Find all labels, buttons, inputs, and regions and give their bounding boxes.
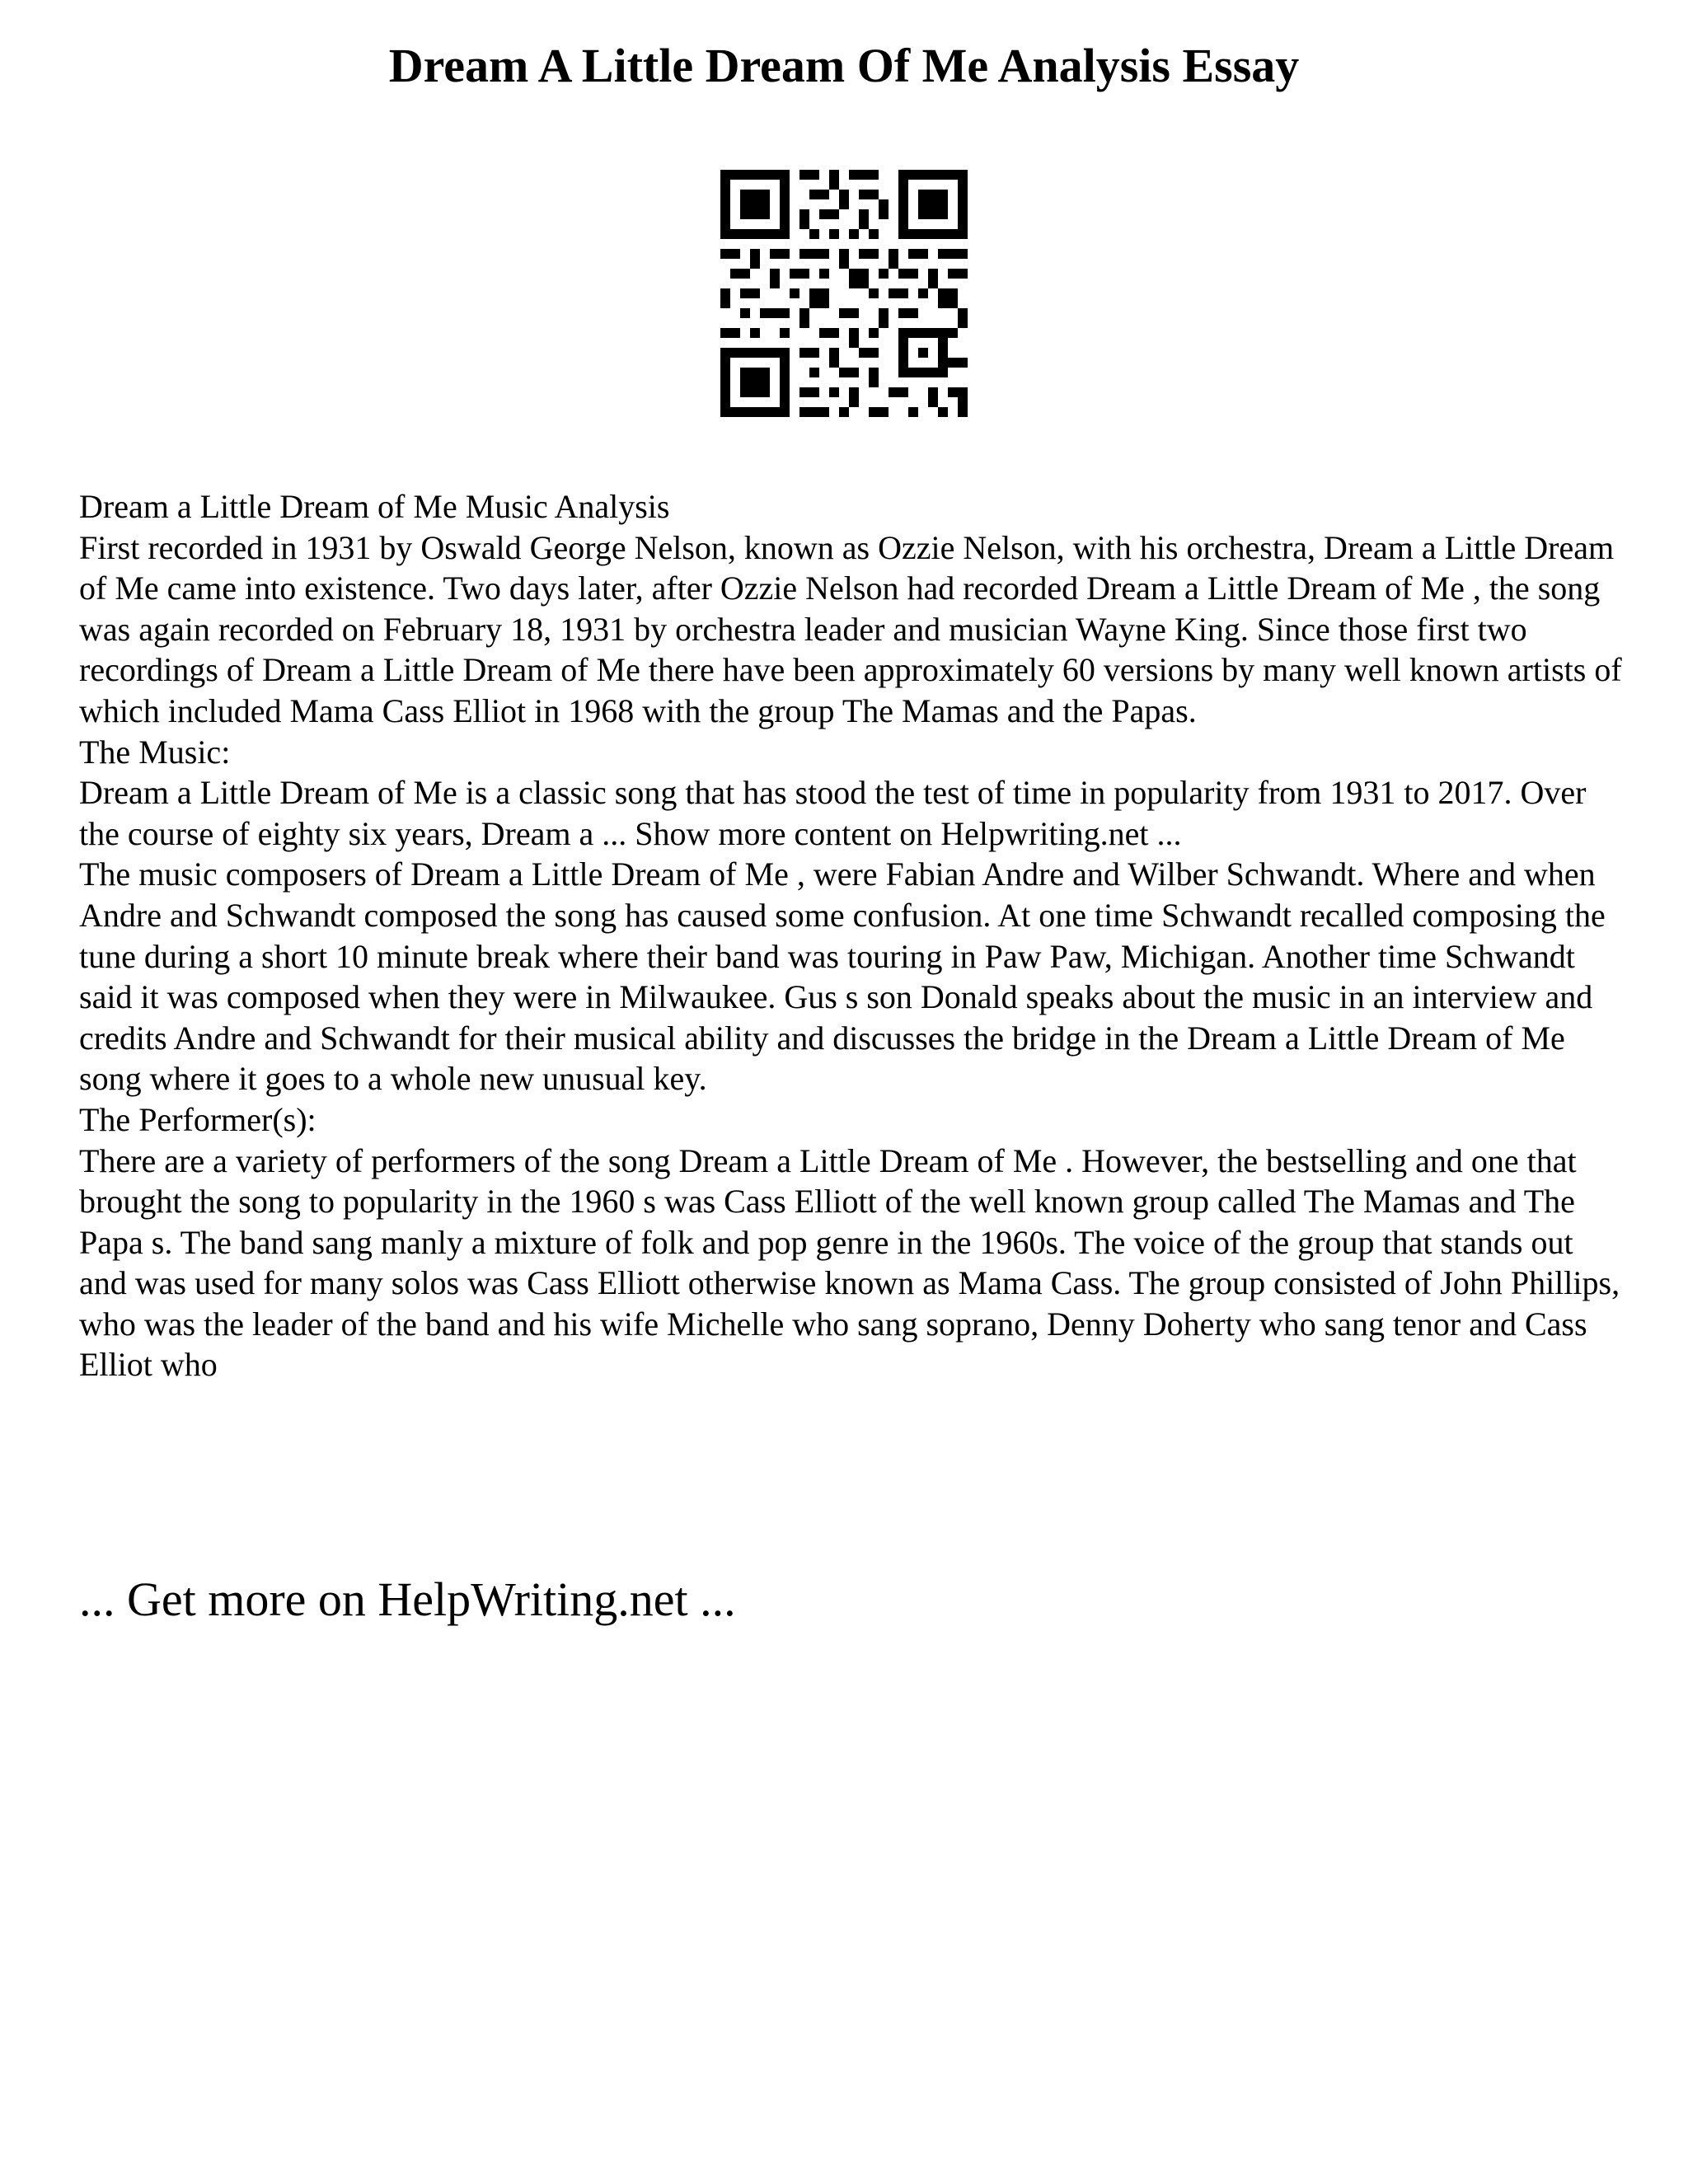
paragraph-heading: Dream a Little Dream of Me Music Analysis: [79, 488, 670, 525]
paragraph: Dream a Little Dream of Me is a classic song that has stood the test of time in popularity from 1931 to 2017. Over the course of eighty six years, Dream a ... Show more content on Helpwriting.net ...: [79, 774, 1587, 852]
get-more-link[interactable]: ... Get more on HelpWriting.net ...: [79, 1572, 736, 1626]
essay-body: [79, 486, 1629, 1385]
section-heading: The Music:: [79, 733, 231, 771]
paragraph: The music composers of Dream a Little Dream of Me , were Fabian Andre and Wilber Schwandt. Where and when Andre and Schwandt composed the song has caused some confusion. At one time Schwandt recalled composing the tune during a short 10 minute break where their band was touring in Paw Paw, Michigan. Another time Schwandt said it was composed when they were in Milwaukee. Gus s son Donald speaks about the music in an interview and credits Andre and Schwandt for their musical ability and discusses the bridge in the Dream a Little Dream of Me song where it goes to a whole new unusual key.: [79, 855, 1606, 1098]
section-heading: The Performer(s):: [79, 1100, 316, 1138]
paragraph: First recorded in 1931 by Oswald George Nelson, known as Ozzie Nelson, with his orchestra, Dream a Little Dream of Me came into existence. Two days later, after Ozzie Nelson had recorded Dream a Little Dream of Me , the song was again recorded on February 18, 1931 by orchestra leader and musician Wayne King. Since those first two recordings of Dream a Little Dream of Me there have been approximately 60 versions by many well known artists of which included Mama Cass Elliot in 1968 with the group The Mamas and the Papas.: [79, 528, 1622, 729]
page-title: Dream A Little Dream Of Me Analysis Essay: [388, 39, 1300, 92]
qr-code-icon: [720, 170, 968, 417]
paragraph: There are a variety of performers of the song Dream a Little Dream of Me . However, the bestselling and one that brought the song to popularity in the 1960 s was Cass Elliott of the well known group called The Mamas and The Papa s. The band sang manly a mixture of folk and pop genre in the 1960s. The voice of the group that stands out and was used for many solos was Cass Elliott otherwise known as Mama Cass. The group consisted of John Phillips, who was the leader of the band and his wife Michelle who sang soprano, Denny Doherty who sang tenor and Cass Elliot who: [79, 1141, 1620, 1384]
